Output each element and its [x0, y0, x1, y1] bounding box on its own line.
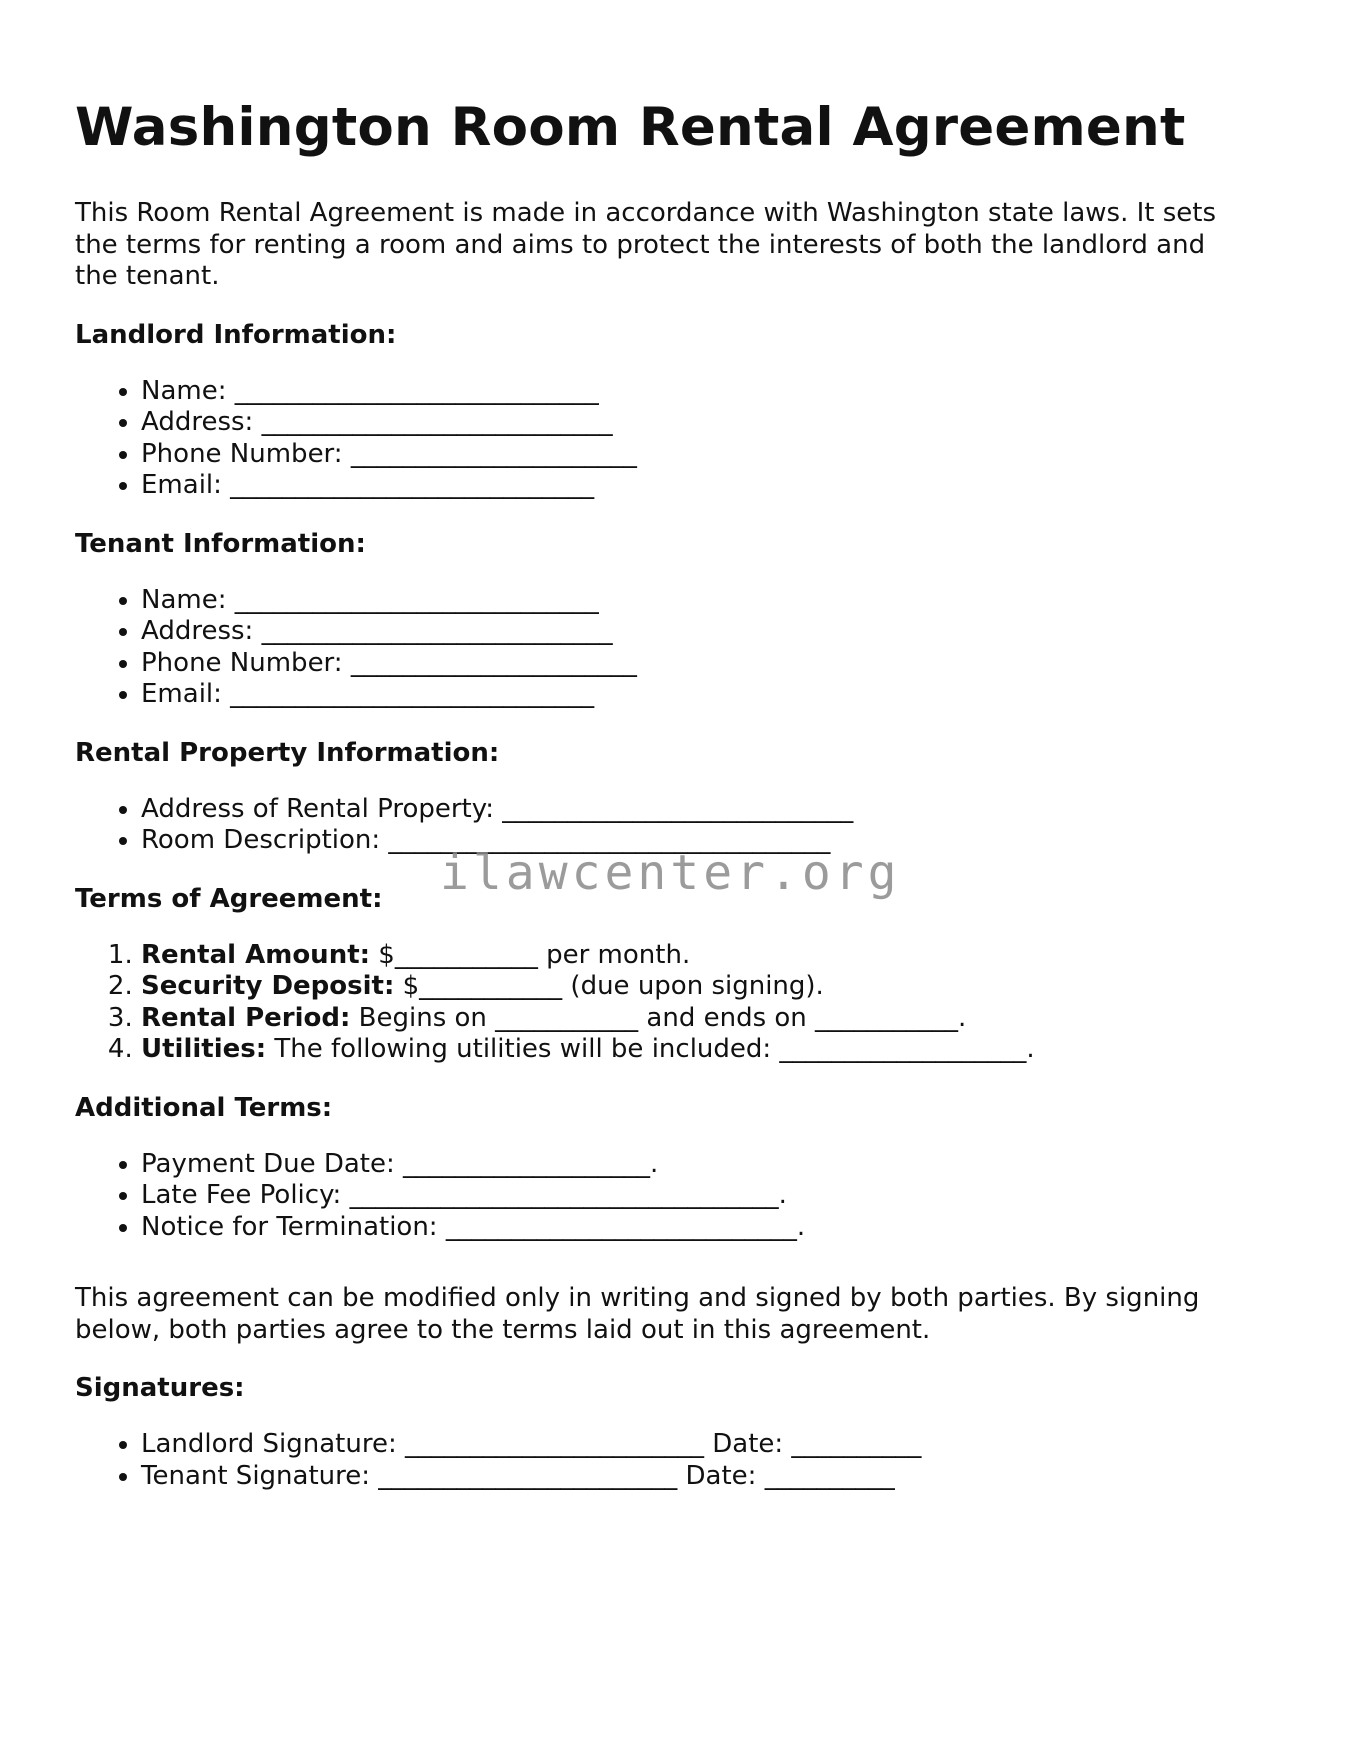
document-title: Washington Room Rental Agreement [75, 97, 1186, 158]
watermark: ilawcenter.org [440, 845, 901, 901]
closing-paragraph: This agreement can be modified only in writing and signed by both parties. By signing below, both parties agree to the terms laid out in this agreement. [75, 1283, 1200, 1345]
rental-period-term [141, 1003, 1255, 1035]
tenant-phone-field: • Phone Number: ______________________ [141, 648, 1255, 680]
landlord-name-field: • Name: ____________________________ [141, 376, 1255, 408]
rental-amount-label: Rental Amount: [141, 939, 371, 970]
signatures-heading: Signatures: [75, 1373, 245, 1403]
intro-paragraph: This Room Rental Agreement is made in accordance with Washington state laws. It sets the terms for renting a room and aims to protect the interests of both the landlord and the tenant. [75, 198, 1217, 291]
landlord-email-field: • Email: ____________________________ [141, 470, 1255, 502]
landlord-heading: Landlord Information: [75, 319, 397, 350]
rental-amount-text: $___________ per month. [370, 939, 691, 970]
additional-terms-list [75, 1149, 1255, 1244]
tenant-address-field: • Address: ___________________________ [141, 616, 1255, 648]
security-deposit-text: $___________ (due upon signing). [394, 971, 824, 1001]
tenant-heading: Tenant Information: [75, 528, 366, 559]
security-deposit-label: Security Deposit: [141, 971, 395, 1001]
additional-terms-heading: Additional Terms: [75, 1092, 333, 1123]
landlord-address-field: • Address: ___________________________ [141, 407, 1255, 439]
terms-heading: Terms of Agreement: [75, 883, 383, 914]
document-body [75, 92, 1255, 1492]
notice-termination-field: • Notice for Termination: ___________________________. [141, 1212, 1255, 1244]
tenant-email-field: • Email: ____________________________ [141, 679, 1255, 711]
property-heading: Rental Property Information: [75, 737, 500, 768]
late-fee-policy-field: • Late Fee Policy: _________________________________. [141, 1180, 1255, 1212]
tenant-list [75, 585, 1255, 711]
room-description-field: • Room Description: __________________________________ [141, 825, 1255, 857]
payment-due-date-field: • Payment Due Date: ___________________. [141, 1149, 1255, 1181]
utilities-term [141, 1034, 1255, 1066]
utilities-text: The following utilities will be included: ___________________. [266, 1034, 1035, 1064]
rental-period-text: Begins on ___________ and ends on ___________. [350, 1002, 967, 1033]
landlord-phone-field: • Phone Number: ______________________ [141, 439, 1255, 471]
signatures-list [75, 1429, 1255, 1492]
rental-period-label: Rental Period: [141, 1002, 351, 1033]
rental-amount-term [141, 940, 1255, 972]
landlord-signature-field: • Landlord Signature: _______________________ Date: __________ [141, 1429, 1255, 1461]
tenant-name-field: • Name: ____________________________ [141, 585, 1255, 617]
landlord-list [75, 376, 1255, 502]
terms-list [75, 940, 1255, 1066]
property-address-field: • Address of Rental Property: ___________________________ [141, 794, 1255, 826]
security-deposit-term [141, 971, 1255, 1003]
tenant-signature-field: • Tenant Signature: _______________________ Date: __________ [141, 1461, 1255, 1493]
utilities-label: Utilities: [141, 1034, 267, 1064]
